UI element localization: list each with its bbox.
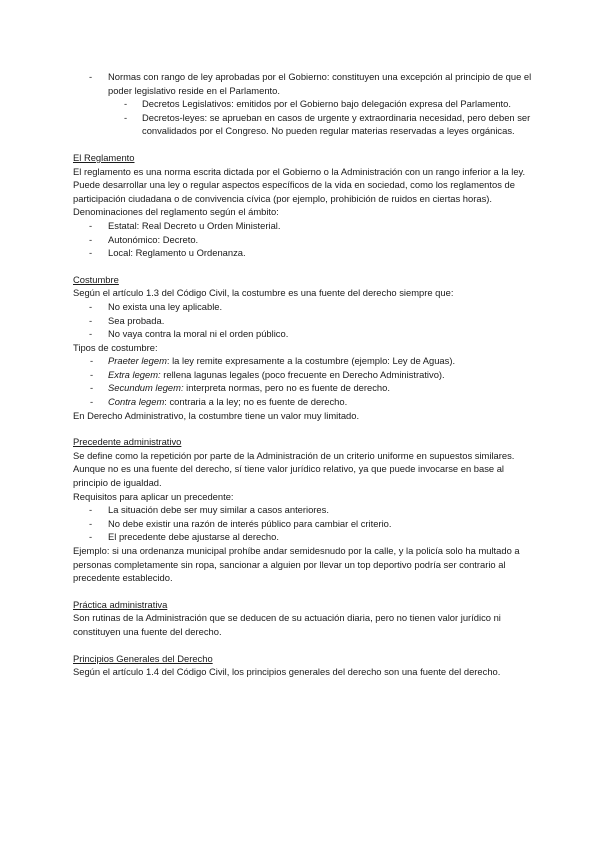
list-item: [90, 354, 540, 368]
bullet-dash: -: [89, 517, 93, 529]
list-item-text: Normas con rango de ley aprobadas por el Gobierno: constituyen una excepción al principio de que el poder legislativo reside en el Parlamento.: [108, 71, 532, 96]
paragraph: En Derecho Administrativo, la costumbre tiene un valor muy limitado.: [73, 409, 360, 421]
list-item-text: [108, 368, 540, 382]
sub-list-item-text: Decretos-leyes: se aprueban en casos de urgente y extraordinaria necesidad, pero deben ser convalidados por el Congreso. No pueden regular materias reservadas a leyes orgánicas.: [142, 111, 531, 137]
list-item: [89, 70, 540, 97]
list-item-text: El precedente debe ajustarse al derecho.: [108, 531, 279, 543]
list-item-text: No debe existir una razón de interés público para cambiar el criterio.: [108, 517, 392, 529]
list-item-text: Estatal: Real Decreto u Orden Ministerial.: [108, 219, 281, 231]
section-practica: [73, 598, 540, 639]
term-description: : la ley remite expresamente a la costumbre (ejemplo: Ley de Aguas).: [166, 355, 456, 367]
list-item: [89, 530, 540, 544]
paragraph: Según el artículo 1.4 del Código Civil, los principios generales del derecho son una fuente del derecho.: [73, 666, 501, 678]
paragraph: Son rutinas de la Administración que se deducen de su actuación diaria, pero no tienen valor jurídico ni constituyen una fuente del derecho.: [73, 612, 501, 637]
section-heading: Costumbre: [73, 273, 119, 285]
paragraph: Denominaciones del reglamento según el ámbito:: [73, 206, 279, 218]
latin-term: Contra legem: [108, 396, 165, 408]
paragraph: Requisitos para aplicar un precedente:: [73, 490, 234, 502]
list-item-text: Autonómico: Decreto.: [108, 233, 199, 245]
list-item-text: [108, 381, 540, 395]
bullet-dash: -: [90, 396, 94, 408]
section-costumbre: [73, 273, 540, 423]
section-heading: Precedente administrativo: [73, 436, 182, 448]
bullet-dash: -: [89, 219, 93, 231]
bullet-dash: -: [89, 247, 93, 259]
latin-term: Praeter legem: [108, 355, 167, 367]
sub-list-item: [124, 97, 540, 111]
section-reglamento: [73, 151, 540, 260]
list-item-text: La situación debe ser muy similar a casos anteriores.: [108, 504, 329, 516]
list-item-text: Sea probada.: [108, 314, 165, 326]
paragraph: Según el artículo 1.3 del Código Civil, la costumbre es una fuente del derecho siempre que:: [73, 287, 454, 299]
term-description: : contraria a la ley; no es fuente de derecho.: [164, 396, 348, 408]
term-description: interpreta normas, pero no es fuente de derecho.: [183, 382, 390, 394]
list-item: [89, 300, 540, 314]
list-item-text: No vaya contra la moral ni el orden público.: [108, 328, 289, 340]
list-item-text: Local: Reglamento u Ordenanza.: [108, 247, 246, 259]
bullet-dash: -: [89, 300, 93, 312]
paragraph: Puede desarrollar una ley o regular aspectos específicos de la vida en sociedad, como los reglamentos de participación ciudadana o de convivencia cívica (por ejemplo, prohibición de ruidos en ciertas horas).: [73, 179, 515, 204]
bullet-dash: -: [89, 314, 93, 326]
latin-term: Secundum legem:: [108, 382, 184, 394]
section-principios: [73, 652, 540, 679]
paragraph: Aunque no es una fuente del derecho, sí tiene valor jurídico relativo, ya que puede invocarse en base al principio de igualdad.: [73, 463, 505, 489]
list-item: [89, 327, 540, 341]
section-precedente: [73, 435, 540, 585]
list-item: [90, 395, 540, 409]
bullet-dash: -: [90, 355, 94, 367]
list-item: [89, 246, 540, 260]
section-heading: Principios Generales del Derecho: [73, 652, 213, 664]
list-item-text: [108, 395, 540, 409]
list-item-text: [108, 354, 540, 368]
list-item: [90, 381, 540, 395]
bullet-dash: -: [124, 98, 128, 110]
latin-term: Extra legem:: [108, 368, 161, 380]
term-description: rellena lagunas legales (poco frecuente en Derecho Administrativo).: [160, 368, 445, 380]
bullet-dash: -: [89, 328, 93, 340]
bullet-dash: -: [124, 111, 128, 123]
list-item-text: No exista una ley aplicable.: [108, 300, 223, 312]
list-item: [89, 314, 540, 328]
list-item: [90, 368, 540, 382]
paragraph: El reglamento es una norma escrita dictada por el Gobierno o la Administración con un rango inferior a la ley.: [73, 165, 526, 177]
section-heading: Práctica administrativa: [73, 598, 168, 610]
sub-list-item: [124, 111, 540, 138]
list-item: [89, 503, 540, 517]
section-heading: El Reglamento: [73, 151, 135, 163]
paragraph: Se define como la repetición por parte de la Administración de un criterio uniforme en supuestos similares.: [73, 449, 515, 461]
bullet-dash: -: [89, 531, 93, 543]
bullet-dash: -: [90, 382, 94, 394]
bullet-dash: -: [89, 233, 93, 245]
list-item: [89, 517, 540, 531]
bullet-dash: -: [89, 71, 93, 82]
list-item: [89, 219, 540, 233]
sub-list-item-text: Decretos Legislativos: emitidos por el Gobierno bajo delegación expresa del Parlamento.: [142, 98, 511, 110]
paragraph: Tipos de costumbre:: [73, 341, 158, 353]
paragraph: Ejemplo: si una ordenanza municipal prohíbe andar semidesnudo por la calle, y la policía solo ha multado a personas completamente sin ropa, sancionar a alguien por llevar un top deportivo podría ser contrario al precedente establecido.: [73, 545, 520, 584]
bullet-dash: -: [89, 504, 93, 516]
bullet-dash: -: [90, 368, 94, 380]
list-item: [89, 233, 540, 247]
